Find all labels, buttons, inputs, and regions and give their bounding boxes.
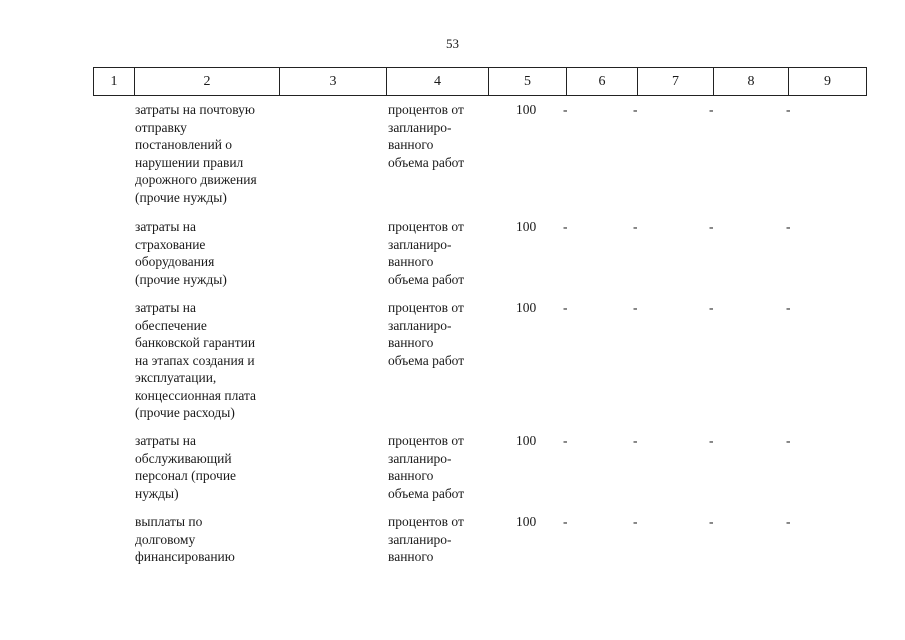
value-column-6: - bbox=[563, 102, 568, 117]
expense-name: затраты на почтовую отправку постановлений о нарушении правил дорожного движения (прочие нужды) bbox=[135, 102, 257, 205]
value-column-9: - bbox=[786, 300, 791, 315]
value-column-8: - bbox=[709, 219, 714, 234]
value-column-5: 100 bbox=[516, 219, 537, 234]
unit-of-measure: процентов от запланиро- ванного объема работ bbox=[388, 300, 465, 368]
column-header-6: 6 bbox=[567, 68, 638, 96]
value-column-6: - bbox=[563, 300, 568, 315]
column-number-header bbox=[93, 67, 867, 96]
unit-of-measure: процентов от запланиро- ванного bbox=[388, 514, 464, 564]
value-column-5: 100 bbox=[516, 300, 537, 315]
column-header-5: 5 bbox=[489, 68, 567, 96]
value-column-7: - bbox=[633, 433, 638, 448]
column-header-4: 4 bbox=[387, 68, 489, 96]
expense-name: затраты на обеспечение банковской гарантии на этапах создания и эксплуатации, концессионная плата (прочие расходы) bbox=[135, 300, 257, 420]
value-column-8: - bbox=[709, 300, 714, 315]
unit-of-measure: процентов от запланиро- ванного объема работ bbox=[388, 433, 465, 501]
value-column-5: 100 bbox=[516, 514, 537, 529]
value-column-6: - bbox=[563, 433, 568, 448]
value-column-7: - bbox=[633, 300, 638, 315]
value-column-9: - bbox=[786, 433, 791, 448]
expense-name: затраты на обслуживающий персонал (прочие нужды) bbox=[135, 433, 237, 501]
column-header-1: 1 bbox=[94, 68, 135, 96]
value-column-5: 100 bbox=[516, 433, 537, 448]
value-column-7: - bbox=[633, 514, 638, 529]
unit-of-measure: процентов от запланиро- ванного объема работ bbox=[388, 219, 465, 287]
value-column-8: - bbox=[709, 433, 714, 448]
value-column-6: - bbox=[563, 514, 568, 529]
value-column-9: - bbox=[786, 219, 791, 234]
value-column-7: - bbox=[633, 219, 638, 234]
value-column-7: - bbox=[633, 102, 638, 117]
page-number: 53 bbox=[446, 36, 459, 51]
value-column-8: - bbox=[709, 514, 714, 529]
column-header-2: 2 bbox=[135, 68, 280, 96]
value-column-6: - bbox=[563, 219, 568, 234]
expense-name: выплаты по долговому финансированию bbox=[135, 514, 235, 564]
column-header-7: 7 bbox=[638, 68, 714, 96]
value-column-9: - bbox=[786, 102, 791, 117]
unit-of-measure: процентов от запланиро- ванного объема работ bbox=[388, 102, 465, 170]
column-header-8: 8 bbox=[714, 68, 789, 96]
value-column-9: - bbox=[786, 514, 791, 529]
expense-name: затраты на страхование оборудования (прочие нужды) bbox=[135, 219, 227, 287]
value-column-5: 100 bbox=[516, 102, 537, 117]
value-column-8: - bbox=[709, 102, 714, 117]
column-header-3: 3 bbox=[280, 68, 387, 96]
column-header-9: 9 bbox=[789, 68, 867, 96]
